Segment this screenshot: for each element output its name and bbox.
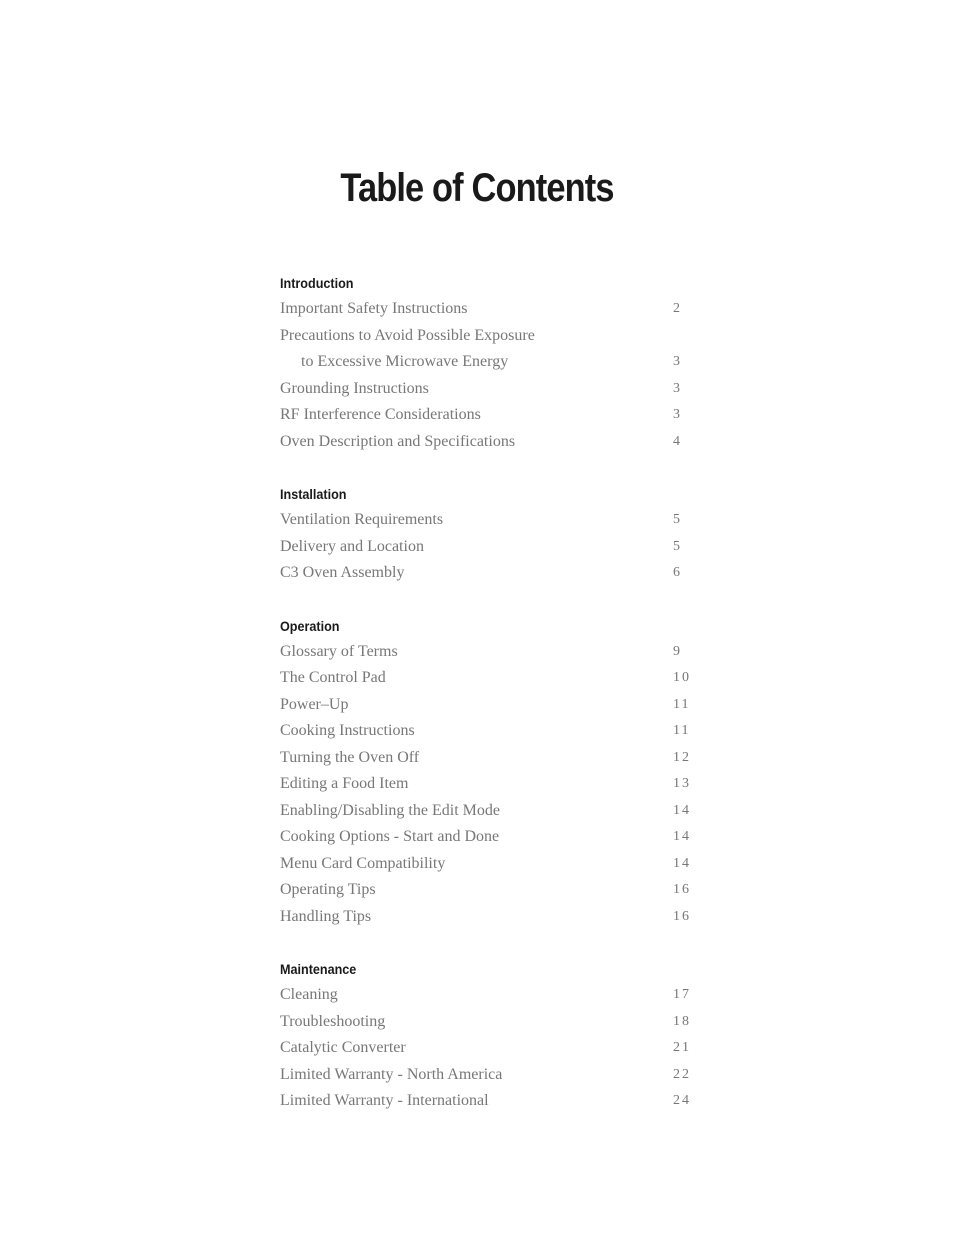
page-title: Table of Contents (340, 166, 614, 210)
entry-page: 3 (673, 407, 682, 422)
entry-title: C3 Oven Assembly (280, 564, 405, 581)
section-operation (280, 613, 700, 931)
entry-page: 9 (673, 643, 682, 659)
entry-page: 16 (673, 908, 691, 924)
entry-page: 12 (673, 749, 691, 765)
toc-entry (280, 771, 700, 798)
toc-entry (280, 692, 700, 719)
toc-entry (280, 665, 700, 692)
entry-page: 4 (673, 433, 682, 449)
toc-entry (280, 349, 700, 376)
entry-title: Oven Description and Specifications (280, 432, 516, 450)
entry-title: Grounding Instructions (280, 379, 429, 397)
toc-entry (280, 851, 700, 878)
toc-entry (280, 1035, 700, 1062)
section-introduction (280, 270, 700, 455)
toc-entry (280, 1062, 700, 1089)
entry-title: Limited Warranty - International (280, 1092, 489, 1109)
entry-title: Troubleshooting (280, 1012, 386, 1030)
toc-entry (280, 507, 700, 534)
entry-title: Cooking Instructions (280, 722, 415, 739)
table-of-contents (280, 270, 700, 1141)
entry-title: Editing a Food Item (280, 775, 409, 792)
entry-page: 14 (673, 802, 691, 818)
entry-page: 16 (673, 882, 691, 897)
entry-title: Delivery and Location (280, 537, 424, 555)
entry-title: Cooking Options - Start and Done (280, 828, 500, 845)
entry-title: Important Safety Instructions (280, 300, 468, 317)
entry-title: Enabling/Disabling the Edit Mode (280, 801, 500, 819)
entry-page: 22 (673, 1066, 691, 1082)
entry-page: 6 (673, 565, 682, 580)
entry-page: 14 (673, 855, 691, 871)
entry-page: 13 (673, 776, 691, 791)
section-heading: Installation (280, 486, 347, 502)
entry-title: Precautions to Avoid Possible Exposure (280, 326, 535, 344)
section-installation (280, 481, 700, 587)
entry-page: 24 (673, 1093, 691, 1108)
toc-entry (280, 323, 700, 350)
toc-entry (280, 402, 700, 429)
toc-entry (280, 639, 700, 666)
toc-entry (280, 560, 700, 587)
entry-title: The Control Pad (280, 669, 386, 686)
toc-entry (280, 718, 700, 745)
entry-title: Cleaning (280, 986, 338, 1003)
entry-page: 21 (673, 1040, 691, 1055)
entry-title: Menu Card Compatibility (280, 854, 446, 872)
entry-title: Ventilation Requirements (280, 511, 444, 528)
toc-entry (280, 745, 700, 772)
toc-entry (280, 1009, 700, 1036)
section-heading: Introduction (280, 275, 354, 291)
entry-page: 17 (673, 987, 691, 1002)
toc-entry (280, 534, 700, 561)
entry-title: Operating Tips (280, 881, 376, 898)
entry-page: 11 (673, 696, 691, 712)
toc-entry (280, 429, 700, 456)
toc-entry (280, 376, 700, 403)
entry-title: Handling Tips (280, 907, 372, 925)
toc-entry (280, 1088, 700, 1115)
entry-page: 5 (673, 538, 682, 554)
section-maintenance (280, 956, 700, 1115)
entry-title: Limited Warranty - North America (280, 1065, 503, 1083)
toc-entry (280, 877, 700, 904)
toc-entry (280, 798, 700, 825)
entry-page: 18 (673, 1013, 691, 1029)
entry-title: to Excessive Microwave Energy (301, 353, 509, 370)
entry-page: 11 (673, 723, 691, 738)
entry-page: 2 (673, 301, 682, 316)
toc-entry (280, 982, 700, 1009)
entry-title: Glossary of Terms (280, 642, 398, 660)
entry-page: 10 (673, 670, 691, 685)
entry-title: Catalytic Converter (280, 1039, 406, 1056)
entry-page: 3 (673, 380, 682, 396)
entry-page: 5 (673, 512, 682, 527)
entry-page: 14 (673, 829, 691, 844)
section-heading: Maintenance (280, 961, 357, 977)
entry-title: Turning the Oven Off (280, 748, 420, 766)
entry-page: 3 (673, 354, 682, 369)
entry-title: RF Interference Considerations (280, 406, 481, 423)
section-heading: Operation (280, 617, 340, 634)
toc-entry (280, 904, 700, 931)
toc-entry (280, 824, 700, 851)
toc-entry (280, 296, 700, 323)
entry-title: Power–Up (280, 695, 349, 713)
